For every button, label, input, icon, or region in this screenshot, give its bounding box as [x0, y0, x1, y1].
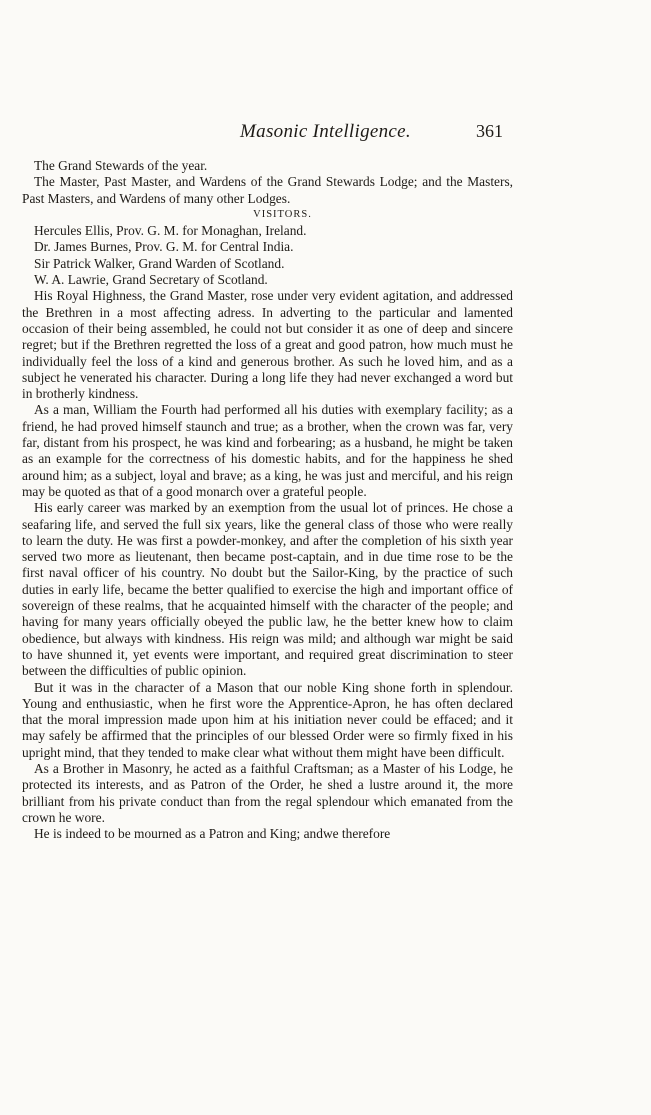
paragraph-mason-character: But it was in the character of a Mason that our noble King shone forth in splendour. Young and enthusiastic, when he first wore the Apprentice-Apron, he has often declared that the moral impression made upon him at his initiation never could be effaced; and it may safely be affirmed that the principles of our blessed Order were so firmly fixed in his upright mind, that they tended to make clear what without them might have been difficult. — [22, 679, 513, 760]
paragraph-grand-master-address: His Royal Highness, the Grand Master, rose under very evident agitation, and addressed the Brethren in a most affecting adress. In adverting to the particular and lamented occasion of their being assembled, he could not but consider it as one of deep and sincere regret; but if the Brethren regretted the loss of a great and good patron, how much must he individually feel the loss of a kind and generous brother. As such he loved him, and as a subject he venerated his character. During a long life they had never exchanged a word but in brotherly kindness. — [22, 288, 513, 402]
paragraph-closing-line: He is indeed to be mourned as a Patron and King; andwe therefore — [34, 826, 391, 842]
visitor-entry: Dr. James Burnes, Prov. G. M. for Central India. — [34, 239, 294, 255]
visitor-entry: Hercules Ellis, Prov. G. M. for Monaghan, Ireland. — [34, 223, 307, 239]
paragraph-grand-stewards: The Grand Stewards of the year. — [34, 158, 208, 173]
running-title: Masonic Intelligence. — [240, 121, 411, 142]
paragraph-brother-in-masonry: As a Brother in Masonry, he acted as a faithful Craftsman; as a Master of his Lodge, he protected its interests, and as Patron of the Order, he shed a lustre around it, the more brilliant from his private conduct than from the regal splendour which emanated from the crown he wore. — [22, 760, 513, 825]
visitors-heading: VISITORS. — [253, 208, 312, 220]
visitor-entry: Sir Patrick Walker, Grand Warden of Scotland. — [34, 255, 285, 271]
paragraph-william-the-fourth: As a man, William the Fourth had performed all his duties with exemplary facility; as a friend, he had proved himself staunch and true; as a brother, when the crown was far, very far, distant from his prospect, he was kind and forbearing; as a husband, he might be taken as an example for the correctness of his domestic habits, and for the happiness he shed around him; as a subject, loyal and brave; as a king, he was just and merciful, and his reign may be quoted as that of a good monarch over a grateful people. — [22, 402, 513, 499]
visitor-entry: W. A. Lawrie, Grand Secretary of Scotland. — [34, 272, 268, 288]
page-number: 361 — [476, 121, 503, 141]
body-text — [22, 158, 513, 842]
page-header — [0, 121, 651, 149]
paragraph-stewards-lodge: The Master, Past Master, and Wardens of the Grand Stewards Lodge; and the Masters, Past Masters, and Wardens of many other Lodges. — [22, 174, 513, 206]
paragraph-early-career: His early career was marked by an exemption from the usual lot of princes. He chose a seafaring life, and served the full six years, like the general class of those who were really to learn the duty. He was first a powder-monkey, and after the completion of his sixth year served two more as lieutenant, then became post-captain, and in due time rose to be the first naval officer of his country. No doubt but the Sailor-King, by the practice of such duties in early life, became the better qualified to exercise the high and important office of sovereign of these realms, that he acquainted himself with the character of the people; and having for many years officially obeyed the public law, he the better knew how to claim obedience, but always with kindness. His reign was mild; and although war might be said to have shunned it, yet events were important, and required great discrimination to steer between the difficulties of public opinion. — [22, 500, 513, 679]
